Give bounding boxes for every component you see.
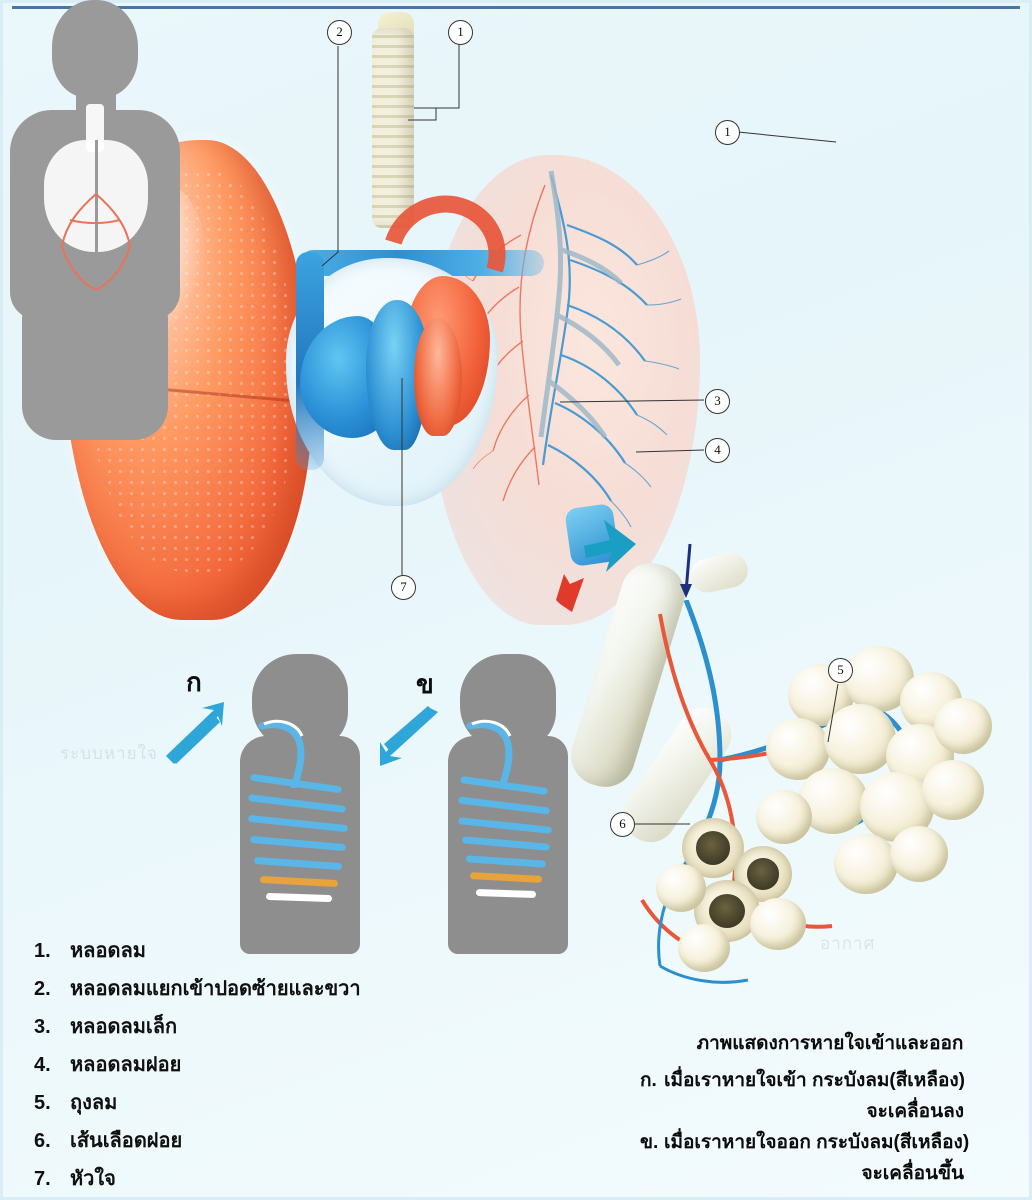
caption-key: ก. bbox=[640, 1070, 657, 1091]
ghost-text-b: อากาศ bbox=[820, 934, 876, 953]
ghost-text-a: ระบบหายใจ bbox=[60, 744, 158, 763]
legend-label: ถุงลม bbox=[70, 1092, 118, 1114]
legend-item bbox=[34, 1160, 454, 1198]
legend-number: 6. bbox=[34, 1130, 51, 1152]
caption-text: เมื่อเราหายใจเข้า กระบังลม(สีเหลือง) bbox=[664, 1070, 965, 1091]
legend-label: หลอดลมเล็ก bbox=[70, 1016, 178, 1038]
breathing-caption bbox=[640, 1028, 1020, 1189]
caption-continuation: จะเคลื่อนขึ้น bbox=[861, 1163, 964, 1184]
legend-list bbox=[34, 932, 454, 1198]
callout-7[interactable]: 7 bbox=[391, 575, 416, 600]
legend-item bbox=[34, 1084, 454, 1122]
exhale-letter-label: ข bbox=[416, 669, 434, 699]
legend-label: หลอดลมฝอย bbox=[70, 1054, 182, 1076]
legend-number: 2. bbox=[34, 978, 51, 1000]
callout-5[interactable]: 5 bbox=[828, 658, 853, 683]
legend-label: หลอดลมแยกเข้าปอดซ้ายและขวา bbox=[70, 978, 361, 1000]
legend-label: หลอดลม bbox=[70, 940, 146, 962]
caption-key: ข. bbox=[640, 1132, 659, 1153]
legend-number: 5. bbox=[34, 1092, 51, 1114]
legend-item bbox=[34, 1122, 454, 1160]
legend-item bbox=[34, 1008, 454, 1046]
callout-1[interactable]: 1 bbox=[448, 20, 473, 45]
legend-item bbox=[34, 1046, 454, 1084]
legend-label: หัวใจ bbox=[70, 1168, 116, 1190]
callout-4[interactable]: 4 bbox=[705, 438, 730, 463]
callout-2[interactable]: 2 bbox=[327, 20, 352, 45]
legend-number: 3. bbox=[34, 1016, 51, 1038]
caption-continuation: จะเคลื่อนลง bbox=[866, 1101, 964, 1122]
legend-number: 1. bbox=[34, 940, 51, 962]
legend-label: เส้นเลือดฝอย bbox=[70, 1130, 183, 1152]
callout-1-body[interactable]: 1 bbox=[715, 120, 740, 145]
legend-number: 7. bbox=[34, 1168, 51, 1190]
caption-title: ภาพแสดงการหายใจเข้าและออก bbox=[696, 1033, 964, 1054]
legend-item bbox=[34, 970, 454, 1008]
legend-number: 4. bbox=[34, 1054, 51, 1076]
caption-line bbox=[640, 1127, 1020, 1158]
caption-line bbox=[640, 1065, 1020, 1096]
legend-item bbox=[34, 932, 454, 970]
callout-3[interactable]: 3 bbox=[705, 389, 730, 414]
inhale-letter-label: ก bbox=[186, 667, 202, 697]
callout-6[interactable]: 6 bbox=[610, 812, 635, 837]
caption-text: เมื่อเราหายใจออก กระบังลม(สีเหลือง) bbox=[664, 1132, 970, 1153]
